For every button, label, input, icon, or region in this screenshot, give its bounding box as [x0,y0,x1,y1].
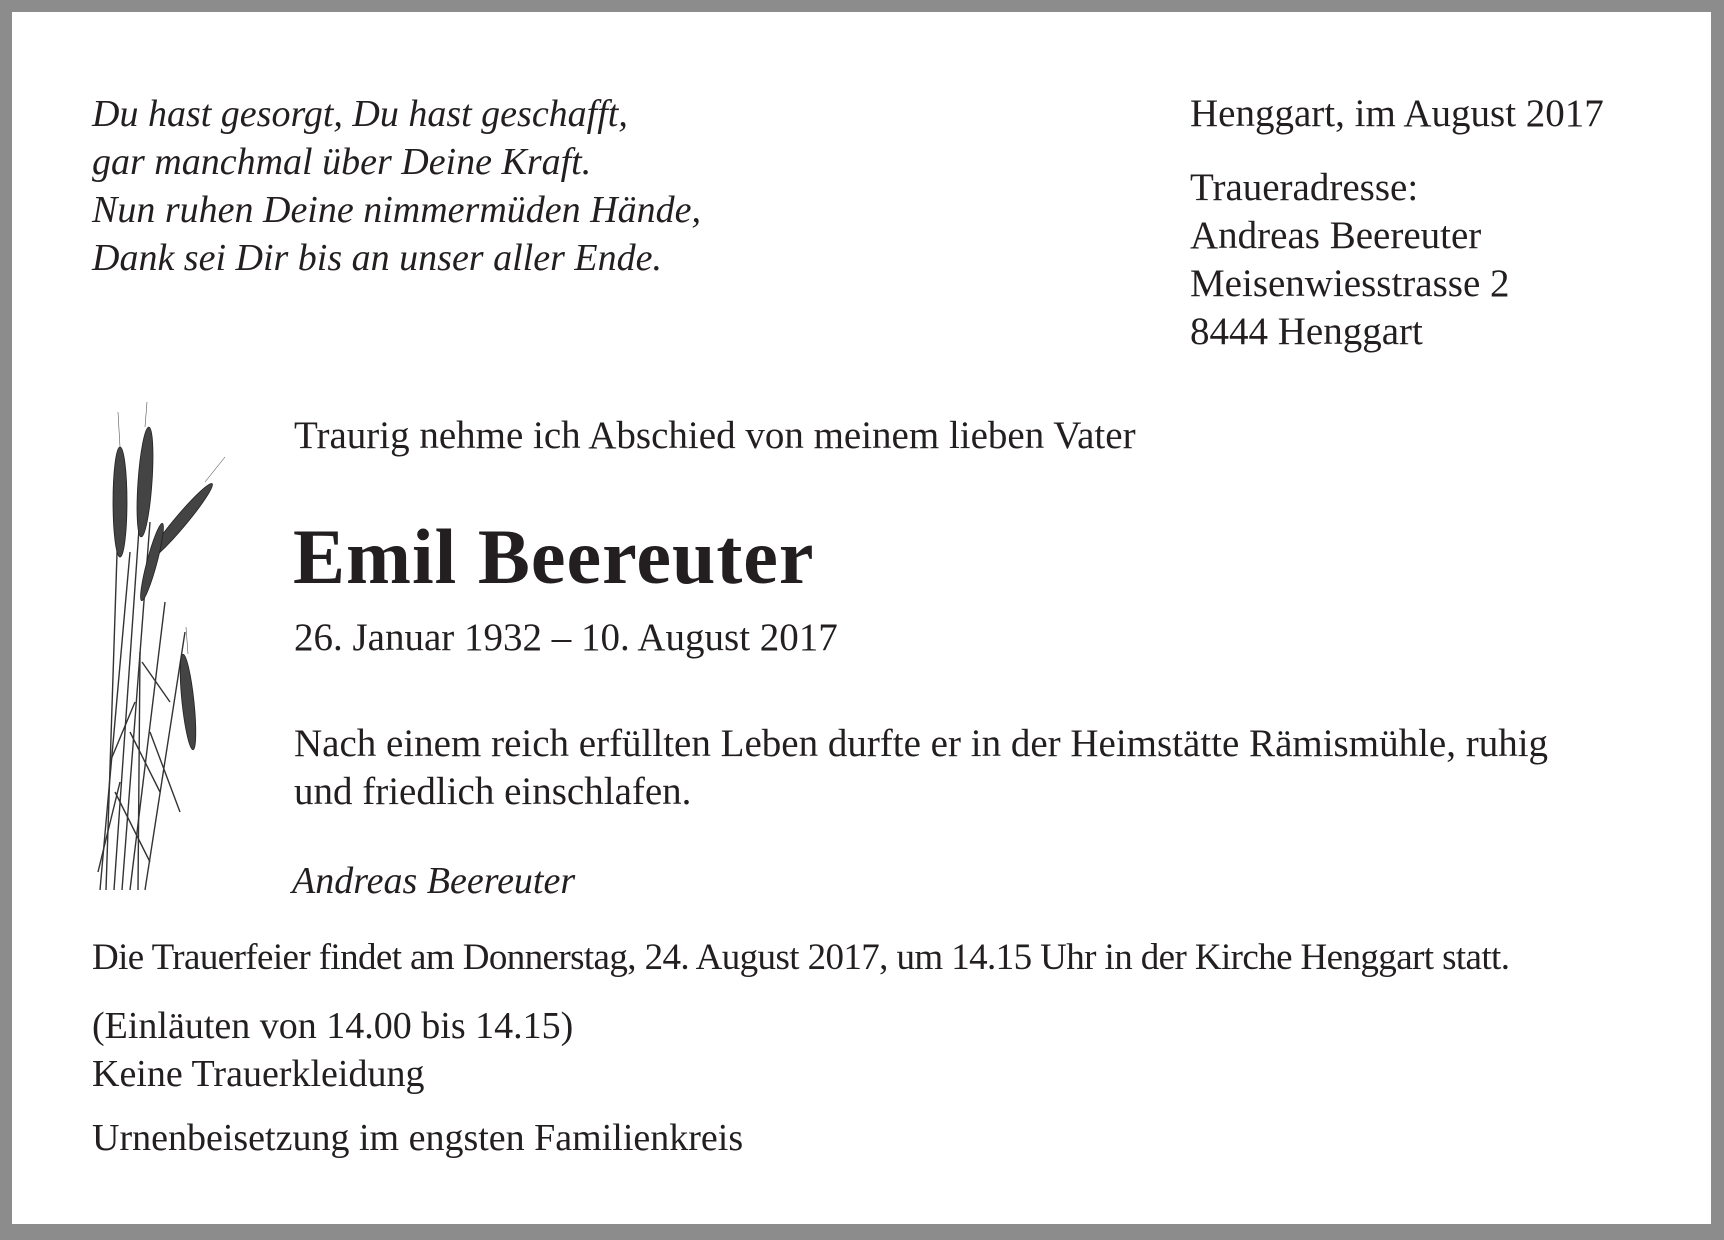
signature: Andreas Beereuter [292,860,576,902]
address-city: 8444 Henggart [1190,310,1423,353]
ceremony-info: Die Trauerfeier findet am Donnerstag, 24. August 2017, um 14.15 Uhr in der Kirche Henggart statt. [92,937,1510,978]
message-line: Nach einem reich erfüllten Leben durfte er in der Heimstätte Rämismühle, ruhig [294,722,1549,765]
address-label: Traueradresse: [1190,166,1419,209]
address-street: Meisenwiesstrasse 2 [1190,262,1510,305]
life-dates: 26. Januar 1932 – 10. August 2017 [294,616,838,659]
message-line: und friedlich einschlafen. [294,770,692,813]
poem-line: gar manchmal über Deine Kraft. [92,141,592,183]
dress-code: Keine Trauerkleidung [92,1053,425,1095]
poem [92,90,701,282]
ringing-info: (Einläuten von 14.00 bis 14.15) [92,1005,574,1047]
poem-line: Du hast gesorgt, Du hast geschafft, [92,93,628,135]
burial-info: Urnenbeisetzung im engsten Familienkreis [92,1117,744,1159]
farewell-message [294,720,1548,816]
address-name: Andreas Beereuter [1190,214,1482,257]
place-date: Henggart, im August 2017 [1190,92,1604,135]
poem-line: Nun ruhen Deine nimmermüden Hände, [92,189,701,231]
intro-text: Traurig nehme ich Abschied von meinem lieben Vater [294,414,1136,457]
wheat-ears-icon [90,402,240,892]
obituary-card [12,12,1711,1224]
mourning-address [1190,164,1510,356]
poem-line: Dank sei Dir bis an unser aller Ende. [92,237,662,279]
deceased-name: Emil Beereuter [293,513,815,600]
